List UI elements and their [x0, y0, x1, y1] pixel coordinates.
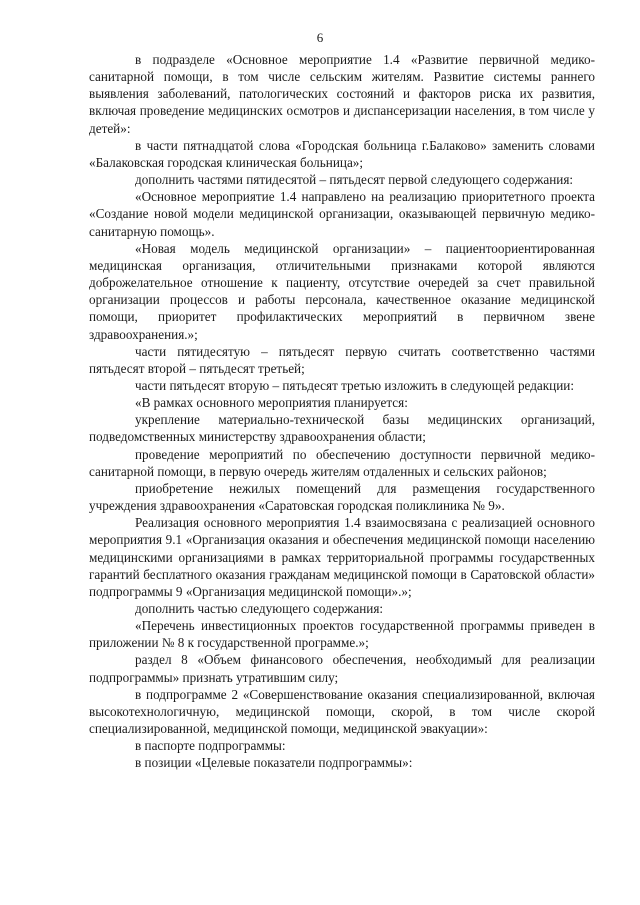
paragraph: «Перечень инвестиционных проектов государственной программы приведен в приложении № 8 к государственной программе.»;: [89, 618, 595, 651]
paragraph: в подпрограмме 2 «Совершенствование оказания специализированной, включая высокотехнологичную, медицинской помощи, скорой, в том числе скорой специализированной, медицинской помощи, медицинской эвакуации»:: [89, 686, 595, 737]
paragraph: проведение мероприятий по обеспечению доступности первичной медико-санитарной помощи, в первую очередь жителям отдаленных и сельских районов;: [89, 446, 595, 479]
paragraph: дополнить частями пятидесятой – пятьдесят первой следующего содержания:: [135, 172, 574, 188]
paragraph: «Новая модель медицинской организации» – пациентоориентированная медицинская организация, отличительными признаками которой являются доброжелательное отношение к пациенту, отсутствие очередей за счет правильной организации процессов и работы персонала, качественное оказание медицинской помощи, приоритет профилактических мероприятий в первичном звене здравоохранения.»;: [89, 240, 595, 342]
page-number: 6: [316, 30, 324, 45]
paragraph: части пятьдесят вторую – пятьдесят третью изложить в следующей редакции:: [135, 377, 575, 393]
paragraph: раздел 8 «Объем финансового обеспечения, необходимый для реализации подпрограммы» признать утратившим силу;: [89, 652, 595, 685]
paragraph: части пятидесятую – пятьдесят первую считать соответственно частями пятьдесят второй – пятьдесят третьей;: [89, 343, 595, 376]
paragraph: в подразделе «Основное мероприятие 1.4 «Развитие первичной медико-санитарной помощи, в том числе сельским жителям. Развитие системы раннего выявления заболеваний, патологических состояний и факторов риска их развития, включая проведение медицинских осмотров и диспансеризации населения, в том числе у детей»:: [89, 52, 595, 136]
paragraph: «В рамках основного мероприятия планируется:: [135, 395, 408, 411]
paragraph: в паспорте подпрограммы:: [135, 738, 286, 754]
paragraph: в части пятнадцатой слова «Городская больница г.Балаково» заменить словами «Балаковская городская клиническая больница»;: [89, 137, 595, 170]
paragraph: Реализация основного мероприятия 1.4 взаимосвязана с реализацией основного мероприятия 9.1 «Организация оказания и обеспечения медицинской помощи населению медицинскими организациями в рамках территориальной программы государственных гарантий бесплатного оказания гражданам медицинской помощи в Саратовской области» подпрограммы 9 «Организация медицинской помощи».»;: [89, 515, 595, 599]
paragraph: дополнить частью следующего содержания:: [135, 601, 384, 616]
paragraph: в позиции «Целевые показатели подпрограммы»:: [135, 755, 413, 771]
body-text: [89, 51, 595, 772]
paragraph: укрепление материально-технической базы медицинских организаций, подведомственных министерству здравоохранения области;: [89, 412, 595, 445]
paragraph: приобретение нежилых помещений для размещения государственного учреждения здравоохранения «Саратовская городская поликлиника № 9».: [89, 480, 595, 514]
paragraph: «Основное мероприятие 1.4 направлено на реализацию приоритетного проекта «Создание новой модели медицинской организации, оказывающей первичную медико-санитарную помощь».: [89, 189, 595, 239]
